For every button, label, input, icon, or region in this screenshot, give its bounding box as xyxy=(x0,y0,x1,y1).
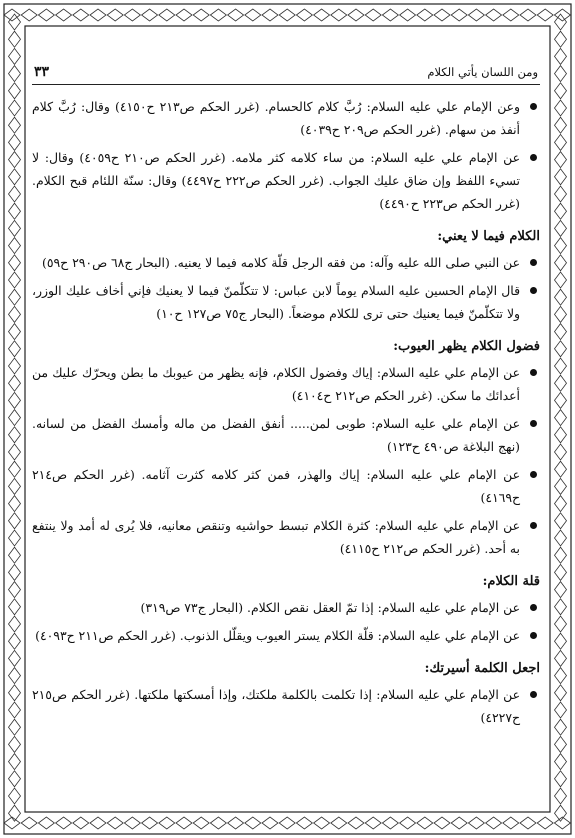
hadith-text: عن الإمام علي عليه السلام: إياك وفضول الكلام، فإنه يظهر من عيوبك ما بطن ويحرّك عليك من أعدائك ما سكن. (غرر الحكم ص٢١٢ ح٤١٠٤) xyxy=(32,365,520,403)
hadith-text: عن الإمام علي عليه السلام: من ساء كلامه كثر ملامه. (غرر الحكم ص٢١٠ ح٤٠٥٩) وقال: لا تسيء اللفظ وإن ضاق عليك الجواب. (غرر الحكم ص٢٢٢ ح٤٤٩٧) وقال: سنّة اللئام قبح الكلام. (غرر الحكم ص٢٢٣ ح٤٤٩٠) xyxy=(32,150,521,211)
hadith-text: عن النبي صلى الله عليه وآله: من فقه الرجل قلّة كلامه فيما لا يعنيه. (البحار ج٦٨ ص٢٩٠ ح٥٩) xyxy=(42,255,520,270)
hadith-item xyxy=(32,596,540,619)
hadith-text: عن الإمام علي عليه السلام: إياك والهذر، فمن كثر كلامه كثرت آثامه. (غرر الحكم ص٢١٤ ح٤١٦٩) xyxy=(32,467,520,505)
bullet-icon xyxy=(530,103,537,110)
bullet-icon xyxy=(530,604,537,611)
hadith-text: عن الإمام علي عليه السلام: كثرة الكلام تبسط حواشيه وتنقص معانيه، فلا يُرى له أمد ولا ينتفع به أحد. (غرر الحكم ص٢١٢ ح٤١١٥) xyxy=(32,518,520,556)
hadith-text: عن الإمام علي عليه السلام: طوبى لمن..... أنفق الفضل من ماله وأمسك الفضل من لسانه. (نهج البلاغة ص٤٩٠ ح١٢٣) xyxy=(32,416,520,454)
section xyxy=(32,95,540,215)
bullet-icon xyxy=(530,420,537,427)
section xyxy=(32,657,540,729)
hadith-item xyxy=(32,463,540,509)
bullet-icon xyxy=(530,154,537,161)
bullet-icon xyxy=(530,287,537,294)
running-title: ومن اللسان يأتي الكلام xyxy=(427,65,538,79)
bullet-icon xyxy=(530,259,537,266)
bullet-icon xyxy=(530,369,537,376)
section-title: فضول الكلام يظهر العيوب: xyxy=(393,339,540,354)
document-page xyxy=(32,62,540,784)
section-title: قلة الكلام: xyxy=(482,574,540,589)
bullet-icon xyxy=(530,632,537,639)
hadith-text: قال الإمام الحسين عليه السلام يوماً لابن عباس: لا تتكلّمنّ فيما لا يعنيك فإني أخاف عليك الوزر، ولا تتكلّمنّ فيما يعنيك حتى ترى للكلام موضعاً. (البحار ج٧٥ ص١٢٧ ح١٠) xyxy=(32,283,520,321)
hadith-item xyxy=(32,146,540,215)
bullet-icon xyxy=(530,522,537,529)
section xyxy=(32,570,540,647)
section-title: الكلام فيما لا يعني: xyxy=(437,229,540,244)
hadith-item xyxy=(32,624,540,647)
page-number: ٣٣ xyxy=(34,64,50,80)
hadith-item xyxy=(32,279,540,325)
page-header xyxy=(32,62,540,85)
hadith-text: وعن الإمام علي عليه السلام: رُبَّ كلام كالحسام. (غرر الحكم ص٢١٣ ح٤١٥٠) وقال: رُبَّ كلام أنفذ من سهام. (غرر الحكم ص٢٠٩ ح٤٠٣٩) xyxy=(32,99,521,137)
bullet-icon xyxy=(530,691,537,698)
section-title: اجعل الكلمة أسيرتك: xyxy=(424,661,540,676)
hadith-item xyxy=(32,95,540,141)
hadith-text: عن الإمام علي عليه السلام: إذا تمّ العقل نقص الكلام. (البحار ج٧٣ ص٣١٩) xyxy=(140,600,520,615)
hadith-item xyxy=(32,412,540,458)
hadith-item xyxy=(32,361,540,407)
section xyxy=(32,225,540,325)
section xyxy=(32,335,540,560)
hadith-text: عن الإمام علي عليه السلام: قلّة الكلام يستر العيوب ويقلّل الذنوب. (غرر الحكم ص٢١١ ح٤٠٩٣) xyxy=(35,628,520,643)
hadith-item xyxy=(32,251,540,274)
hadith-item xyxy=(32,514,540,560)
hadith-item xyxy=(32,683,540,729)
bullet-icon xyxy=(530,471,537,478)
hadith-text: عن الإمام علي عليه السلام: إذا تكلمت بالكلمة ملكتك، وإذا أمسكتها ملكتها. (غرر الحكم ص٢١٥ ح٤٢٢٧) xyxy=(32,687,520,725)
